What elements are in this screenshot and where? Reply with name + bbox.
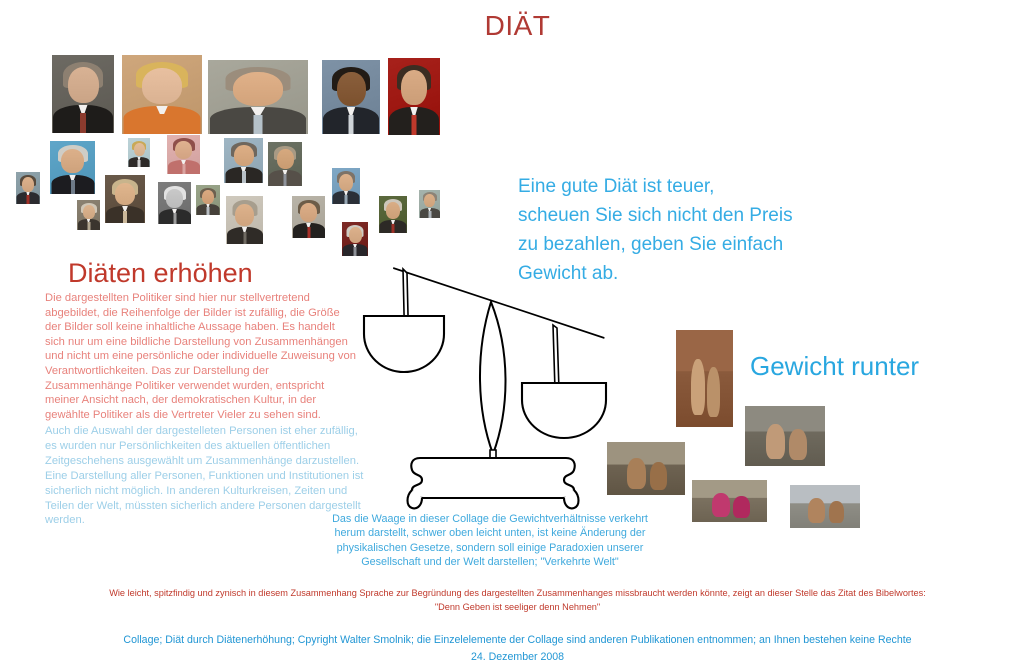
portrait-face: [235, 204, 254, 226]
photo-subject: [808, 498, 825, 523]
portrait-face: [424, 194, 435, 207]
portrait-face: [401, 70, 427, 105]
slogan-line: scheuen Sie sich nicht den Preis: [518, 205, 793, 226]
right-heading: Gewicht runter: [750, 351, 920, 381]
slogan-line: Eine gute Diät ist teuer,: [518, 176, 715, 197]
photo-subject: [627, 458, 646, 489]
portrait-18: [332, 168, 360, 204]
portrait-20: [379, 196, 407, 233]
portrait-tie: [123, 211, 127, 223]
portrait-10: [268, 142, 302, 186]
portrait-face: [349, 227, 362, 243]
portrait-face: [337, 72, 366, 106]
portrait-9: [224, 138, 263, 183]
photo-subject: [789, 429, 807, 460]
portrait-face: [115, 183, 135, 205]
portrait-face: [234, 145, 254, 166]
portrait-tie: [354, 247, 357, 256]
portrait-13: [158, 182, 191, 224]
portrait-6: [50, 141, 95, 194]
portrait-face: [277, 149, 294, 169]
portrait-face: [386, 202, 400, 219]
portrait-tie: [71, 180, 75, 194]
portrait-3: [208, 60, 308, 134]
scale-caption-text: Das die Waage in dieser Collage die Gewichtverhältnisse verkehrt herum darstellt, schwer oben leicht unten, ist keine Änderung der physikalischen Gesetze, sondern soll einige Paradoxien unserer Gesellschaft und der Welt darstellen; "Verkehrte Welt": [332, 513, 648, 569]
portrait-17: [292, 196, 325, 238]
page-title: DIÄT: [484, 10, 551, 41]
portrait-face: [142, 68, 182, 104]
portrait-11: [16, 172, 40, 204]
portrait-8: [167, 135, 200, 174]
portrait-21: [419, 190, 440, 218]
photo-subject: [707, 367, 720, 417]
bible-note-line-2: "Denn Geben ist seeliger denn Nehmen": [434, 602, 601, 612]
portrait-tie: [80, 113, 86, 133]
portrait-tie: [27, 195, 30, 204]
portrait-tie: [243, 232, 246, 244]
portrait-face: [339, 174, 353, 191]
copyright-line: Collage; Diät durch Diätenerhöhung; Cpyright Walter Smolnik; die Einzelelemente der Collage sind anderen Publikationen entnommen; an Ihnen bestehen keine Rechte: [123, 634, 912, 646]
portrait-face: [202, 190, 214, 204]
portrait-face: [134, 143, 145, 156]
portrait-face: [61, 149, 84, 173]
portrait-tie: [87, 222, 90, 230]
footer-credit: [30, 632, 1005, 665]
portrait-5: [388, 58, 440, 135]
portrait-face: [68, 67, 99, 103]
photo-subject: [766, 424, 785, 459]
balance-scale-drawing: [350, 258, 610, 513]
portrait-12: [105, 175, 145, 223]
portrait-tie: [173, 213, 176, 224]
portrait-face: [300, 203, 317, 222]
portrait-tie: [242, 171, 246, 183]
portrait-tie: [182, 164, 185, 174]
portrait-face: [166, 189, 183, 208]
portrait-tie: [392, 224, 395, 233]
date-line: 24. Dezember 2008: [470, 650, 565, 663]
portrait-face: [233, 72, 283, 106]
portrait-1: [52, 55, 114, 133]
blue-disclaimer-text: Auch die Auswahl der dargestelleten Personen ist eher zufällig, es wurden nur Persönlichkeiten des aktuellen öffentlichen Zeitgeschehens ausgewählt um Zusammenhänge darzustellen. Eine Darstellung aller Personen, Funktionen und Institutionen ist sicherlich nicht möglich. In anderen Kulturkreisen, Zeiten und Teilen der Welt, müssten sicherlich andere Personen dargestellt werden.: [45, 425, 364, 527]
photo-subject: [733, 496, 750, 518]
slogan-line: zu bezahlen, geben Sie einfach: [518, 234, 784, 255]
portrait-14: [196, 185, 220, 215]
portrait-tie: [428, 211, 431, 218]
portrait-tie: [159, 114, 166, 134]
bible-quote-note: [55, 586, 980, 614]
portrait-7: [128, 138, 150, 167]
portrait-4: [322, 60, 380, 134]
photo-subject: [712, 493, 730, 517]
portrait-tie: [254, 115, 263, 134]
portrait-tie: [138, 160, 141, 167]
portrait-tie: [345, 195, 348, 204]
hunger-photo-3: [607, 442, 685, 495]
slogan-line: Gewicht ab.: [518, 263, 619, 284]
hunger-photo-1: [676, 330, 733, 427]
hunger-photo-5: [790, 485, 860, 528]
portrait-15: [77, 200, 100, 230]
portrait-tie: [284, 174, 287, 186]
bible-note-line-1: Wie leicht, spitzfindig und zynisch in diesem Zusammenhang Sprache zur Begründung des dargestellten Zusammenhanges missbraucht werden könnte, zeigt an dieser Stelle das Zitat des Bibelwortes:: [109, 588, 926, 598]
portrait-tie: [412, 115, 417, 135]
portrait-16: [226, 196, 263, 244]
portrait-face: [22, 177, 34, 192]
portrait-2: [122, 55, 202, 134]
hunger-photo-2: [745, 406, 825, 466]
portrait-tie: [349, 115, 354, 134]
portrait-tie: [307, 227, 310, 238]
portrait-tie: [207, 207, 210, 215]
photo-subject: [829, 501, 844, 523]
hunger-photo-4: [692, 480, 767, 522]
portrait-19: [342, 222, 368, 256]
photo-subject: [650, 462, 667, 490]
portrait-face: [83, 205, 95, 219]
portrait-face: [175, 141, 192, 159]
left-heading: Diäten erhöhen: [68, 258, 253, 288]
photo-subject: [691, 359, 705, 415]
red-disclaimer-text: Die dargestellten Politiker sind hier nur stellvertretend abgebildet, die Reihenfolge der Bilder ist zufällig, die Größe der Bilder soll keine inhaltliche Aussage haben. Es handelt sich nur um eine bildliche Darstellung von Zusammenhängen und nicht um eine persönliche oder individuelle Zuweisung von Verantwortlichkeiten. Das zur Darstellung der Zusammenhänge Politiker verwendet wurden, entspricht meiner Ansicht nach, der demokratischen Kultur, in der gewählte Politiker als die Vertreter Vieler zu sehen sind.: [45, 292, 356, 421]
